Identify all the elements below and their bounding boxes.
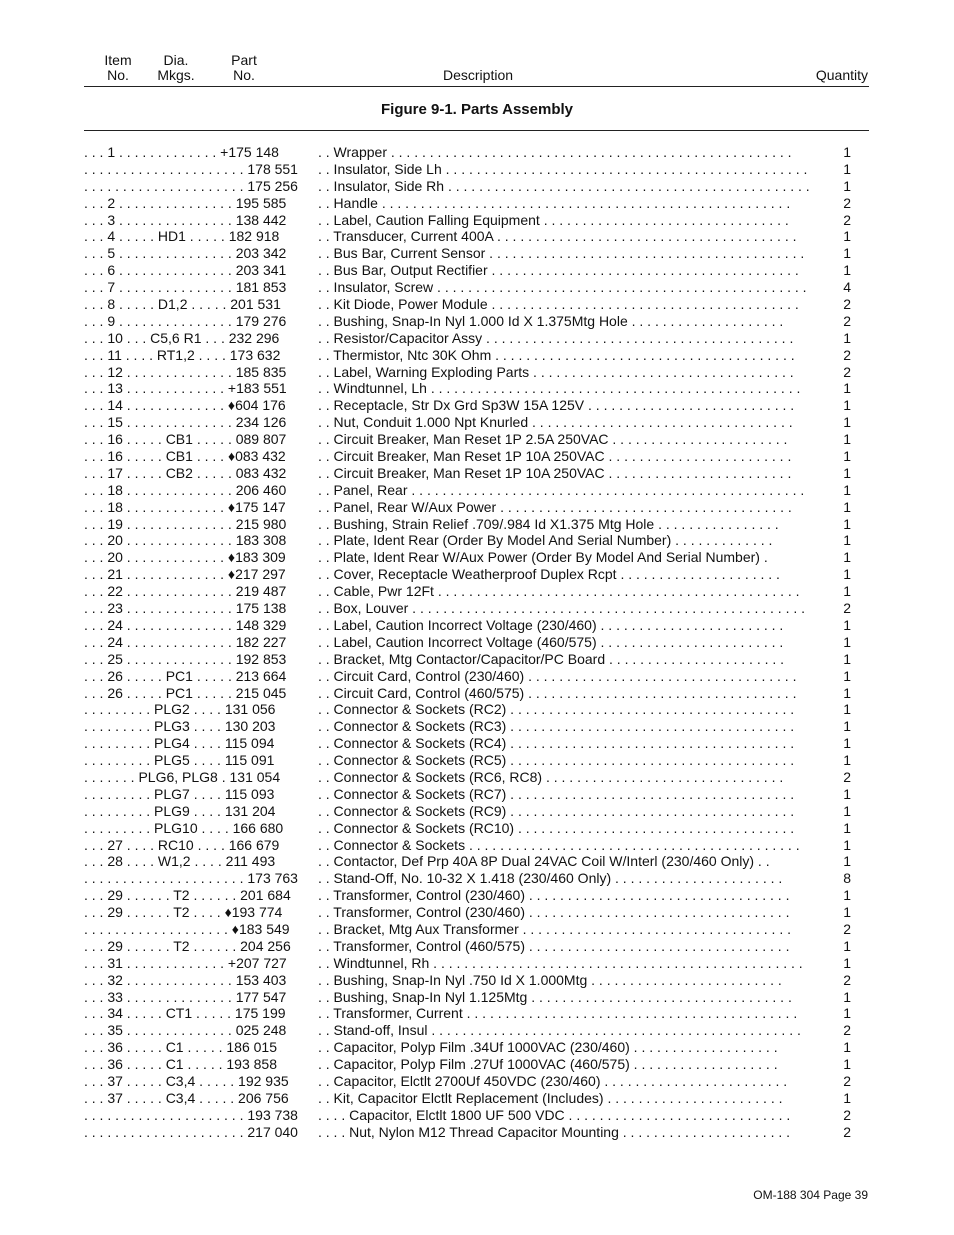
part-ref: . . . 17 . . . . . CB2 . . . . . 083 432 — [84, 464, 287, 481]
part-ref: . . . 29 . . . . . . T2 . . . . ♦193 774 — [84, 904, 283, 921]
part-ref: . . . 12 . . . . . . . . . . . . . . 185 835 — [84, 363, 287, 380]
parts-row — [84, 853, 869, 870]
part-ref: . . . . . . . . . . . . . . . . . . . . . 193 738 — [84, 1106, 298, 1123]
parts-row — [84, 347, 869, 364]
part-ref: . . . 13 . . . . . . . . . . . . . +183 551 — [84, 380, 287, 397]
part-description: . . . . Nut, Nylon M12 Thread Capacitor Mounting . . . . . . . . . . . . . . . . . . . . . . — [318, 1123, 791, 1140]
part-ref: . . . 4 . . . . . HD1 . . . . . 182 918 — [84, 228, 280, 245]
part-quantity: 1 — [836, 938, 851, 955]
part-description: . . Connector & Sockets (RC5) . . . . . . . . . . . . . . . . . . . . . . . . . . . . . . . . . . . . . — [318, 752, 795, 769]
parts-row — [84, 837, 869, 854]
parts-row — [84, 786, 869, 803]
part-quantity: 2 — [836, 195, 851, 212]
part-quantity: 1 — [836, 752, 851, 769]
part-ref: . . . . . . . PLG6, PLG8 . 131 054 — [84, 768, 281, 785]
part-description: . . Bracket, Mtg Contactor/Capacitor/PC Board . . . . . . . . . . . . . . . . . . . . . . . — [318, 650, 785, 667]
part-ref: . . . 24 . . . . . . . . . . . . . . 148 329 — [84, 616, 287, 633]
part-description: . . Bus Bar, Current Sensor . . . . . . . . . . . . . . . . . . . . . . . . . . . . . . . . . . . . . . . . . — [318, 245, 805, 262]
figure-title: Figure 9-1. Parts Assembly — [380, 101, 574, 118]
part-description: . . Stand-Off, No. 10-32 X 1.418 (230/460 Only) . . . . . . . . . . . . . . . . . . . . . . — [318, 870, 783, 887]
parts-row — [84, 955, 869, 972]
parts-row — [84, 195, 869, 212]
part-ref: . . . 8 . . . . . D1,2 . . . . . 201 531 — [84, 296, 281, 313]
parts-row — [84, 465, 869, 482]
part-quantity: 1 — [836, 989, 851, 1006]
header-description: Description — [442, 67, 514, 83]
part-quantity: 2 — [836, 921, 851, 938]
part-description: . . Contactor, Def Prp 40A 8P Dual 24VAC Coil W/Interl (230/460 Only) . . — [318, 853, 770, 870]
part-description: . . Circuit Breaker, Man Reset 1P 10A 250VAC . . . . . . . . . . . . . . . . . . . . . . . . — [318, 464, 792, 481]
parts-row — [84, 279, 869, 296]
part-description: . . Circuit Breaker, Man Reset 1P 2.5A 250VAC . . . . . . . . . . . . . . . . . . . . . . . — [318, 431, 788, 448]
part-description: . . Wrapper . . . . . . . . . . . . . . . . . . . . . . . . . . . . . . . . . . . . . . . . . . . . . . . . . . . . — [318, 144, 792, 160]
part-ref: . . . 36 . . . . . C1 . . . . . 193 858 — [84, 1056, 277, 1073]
parts-row — [84, 820, 869, 837]
part-quantity: 1 — [836, 499, 851, 516]
part-description: . . Resistor/Capacitor Assy . . . . . . . . . . . . . . . . . . . . . . . . . . . . . . . . . . . . . . . . — [318, 329, 794, 346]
part-quantity: 1 — [836, 583, 851, 600]
part-description: . . Plate, Ident Rear W/Aux Power (Order By Model And Serial Number) . — [318, 549, 768, 566]
part-description: . . Receptacle, Str Dx Grd Sp3W 15A 125V . . . . . . . . . . . . . . . . . . . . . . . . . . . — [318, 397, 795, 414]
part-ref: . . . 21 . . . . . . . . . . . . . ♦217 297 — [84, 566, 286, 583]
part-ref: . . . . . . . . . . . . . . . . . . . . . 178 551 — [84, 160, 298, 177]
header-item-no: Item No. — [104, 52, 132, 83]
part-quantity: 1 — [836, 262, 851, 279]
part-ref: . . . 37 . . . . . C3,4 . . . . . 206 756 — [84, 1089, 289, 1106]
part-ref: . . . 25 . . . . . . . . . . . . . . 192 853 — [84, 650, 287, 667]
part-description: . . Panel, Rear . . . . . . . . . . . . . . . . . . . . . . . . . . . . . . . . . . . . . . . . . . . . . . . . . . . — [318, 481, 805, 498]
parts-row — [84, 212, 869, 229]
part-quantity: 2 — [836, 972, 851, 989]
parts-row — [84, 1022, 869, 1039]
part-quantity: 1 — [836, 786, 851, 803]
part-description: . . Connector & Sockets (RC6, RC8) . . . . . . . . . . . . . . . . . . . . . . . . . . . . . . . — [318, 768, 784, 785]
part-ref: . . . . . . . . . PLG3 . . . . 130 203 — [84, 718, 276, 735]
part-description: . . Thermistor, Ntc 30K Ohm . . . . . . . . . . . . . . . . . . . . . . . . . . . . . . . . . . . . . . . — [318, 346, 795, 363]
part-quantity: 1 — [836, 904, 851, 921]
part-ref: . . . 37 . . . . . C3,4 . . . . . 192 935 — [84, 1072, 289, 1089]
parts-row — [84, 921, 869, 938]
part-quantity: 1 — [836, 651, 851, 668]
part-quantity: 1 — [836, 1056, 851, 1073]
part-quantity: 2 — [836, 347, 851, 364]
parts-row — [84, 380, 869, 397]
part-ref: . . . 19 . . . . . . . . . . . . . . 215 980 — [84, 515, 287, 532]
part-description: . . Bushing, Snap-In Nyl .750 Id X 1.000Mtg . . . . . . . . . . . . . . . . . . . . . . . . . — [318, 971, 782, 988]
part-quantity: 1 — [836, 397, 851, 414]
part-ref: . . . . . . . . . PLG10 . . . . 166 680 — [84, 819, 284, 836]
part-quantity: 1 — [836, 532, 851, 549]
part-quantity: 1 — [836, 803, 851, 820]
parts-row — [84, 938, 869, 955]
part-quantity: 1 — [836, 549, 851, 566]
part-ref: . . . 18 . . . . . . . . . . . . . . 206 460 — [84, 481, 287, 498]
part-ref: . . . 16 . . . . . CB1 . . . . ♦083 432 — [84, 448, 286, 465]
parts-row — [84, 1107, 869, 1124]
parts-row — [84, 870, 869, 887]
part-ref: . . . 28 . . . . W1,2 . . . . 211 493 — [84, 853, 276, 870]
part-ref: . . . 29 . . . . . . T2 . . . . . . 201 684 — [84, 887, 291, 904]
part-ref: . . . . . . . . . PLG9 . . . . 131 204 — [84, 802, 276, 819]
part-quantity: 1 — [836, 1039, 851, 1056]
part-ref: . . . 31 . . . . . . . . . . . . . +207 727 — [84, 954, 287, 971]
part-ref: . . . 20 . . . . . . . . . . . . . . 183 308 — [84, 532, 287, 549]
part-ref: . . . . . . . . . . . . . . . . . . . . . 173 763 — [84, 870, 298, 887]
part-quantity: 2 — [836, 313, 851, 330]
parts-row — [84, 803, 869, 820]
part-quantity: 1 — [836, 330, 851, 347]
part-description: . . Box, Louver . . . . . . . . . . . . . . . . . . . . . . . . . . . . . . . . . . . . . . . . . . . . . . . . . . . — [318, 600, 806, 617]
part-description: . . Connector & Sockets (RC7) . . . . . . . . . . . . . . . . . . . . . . . . . . . . . . . . . . . . . — [318, 785, 795, 802]
parts-row — [84, 904, 869, 921]
part-description: . . Insulator, Side Rh . . . . . . . . . . . . . . . . . . . . . . . . . . . . . . . . . . . . . . . . . . . . . . . — [318, 177, 810, 194]
part-ref: . . . . . . . . . PLG4 . . . . 115 094 — [84, 735, 275, 752]
parts-row — [84, 887, 869, 904]
parts-row — [84, 989, 869, 1006]
parts-row — [84, 549, 869, 566]
parts-row — [84, 668, 869, 685]
parts-row — [84, 245, 869, 262]
part-ref: . . . 9 . . . . . . . . . . . . . . . 179 276 — [84, 312, 287, 329]
part-ref: . . . . . . . . . . . . . . . . . . . . . 217 040 — [84, 1123, 298, 1140]
parts-row — [84, 516, 869, 533]
part-quantity: 2 — [836, 600, 851, 617]
part-quantity: 1 — [836, 1005, 851, 1022]
parts-row — [84, 634, 869, 651]
part-quantity: 1 — [836, 718, 851, 735]
part-quantity: 1 — [836, 228, 851, 245]
part-description: . . Circuit Card, Control (230/460) . . . . . . . . . . . . . . . . . . . . . . . . . . . . . . . . . . . — [318, 667, 797, 684]
part-quantity: 4 — [836, 279, 851, 296]
part-quantity: 1 — [836, 1090, 851, 1107]
part-description: . . Label, Caution Falling Equipment . . . . . . . . . . . . . . . . . . . . . . . . . . . . . . . . — [318, 211, 789, 228]
part-quantity: 8 — [836, 870, 851, 887]
part-ref: . . . 34 . . . . . CT1 . . . . . 175 199 — [84, 1005, 286, 1022]
parts-list — [84, 144, 869, 1141]
part-description: . . Insulator, Side Lh . . . . . . . . . . . . . . . . . . . . . . . . . . . . . . . . . . . . . . . . . . . . . . . — [318, 160, 808, 177]
part-quantity: 1 — [836, 735, 851, 752]
part-description: . . Circuit Card, Control (460/575) . . . . . . . . . . . . . . . . . . . . . . . . . . . . . . . . . . . — [318, 684, 797, 701]
part-description: . . Connector & Sockets (RC10) . . . . . . . . . . . . . . . . . . . . . . . . . . . . . . . . . . . . — [318, 819, 795, 836]
part-description: . . Capacitor, Polyp Film .27Uf 1000VAC (460/575) . . . . . . . . . . . . . . . . . . . — [318, 1056, 778, 1073]
part-quantity: 1 — [836, 465, 851, 482]
part-description: . . Bushing, Strain Relief .709/.984 Id X1.375 Mtg Hole . . . . . . . . . . . . . . . . — [318, 515, 779, 532]
part-description: . . Bus Bar, Output Rectifier . . . . . . . . . . . . . . . . . . . . . . . . . . . . . . . . . . . . . . . . — [318, 262, 799, 279]
parts-row — [84, 1073, 869, 1090]
part-quantity: 1 — [836, 634, 851, 651]
part-ref: . . . . . . . . . PLG5 . . . . 115 091 — [84, 752, 275, 769]
parts-row — [84, 583, 869, 600]
part-ref: . . . 18 . . . . . . . . . . . . . ♦175 147 — [84, 498, 286, 515]
part-ref: . . . 33 . . . . . . . . . . . . . . 177 547 — [84, 988, 287, 1005]
part-description: . . Transformer, Current . . . . . . . . . . . . . . . . . . . . . . . . . . . . . . . . . . . . . . . . . . . — [318, 1005, 798, 1022]
parts-row — [84, 617, 869, 634]
part-quantity: 1 — [836, 617, 851, 634]
parts-row — [84, 228, 869, 245]
part-ref: . . . . . . . . . . . . . . . . . . . ♦183 549 — [84, 920, 290, 937]
parts-row — [84, 482, 869, 499]
part-description: . . Cover, Receptacle Weatherproof Duplex Rcpt . . . . . . . . . . . . . . . . . . . . . — [318, 566, 780, 583]
part-ref: . . . . . . . . . PLG2 . . . . 131 056 — [84, 701, 276, 718]
part-ref: . . . 6 . . . . . . . . . . . . . . . 203 341 — [84, 262, 287, 279]
parts-row — [84, 1124, 869, 1141]
parts-row — [84, 1005, 869, 1022]
part-ref: . . . 1 . . . . . . . . . . . . . +175 148 — [84, 144, 279, 160]
part-ref: . . . 15 . . . . . . . . . . . . . . 234 126 — [84, 414, 287, 431]
part-description: . . Bushing, Snap-In Nyl 1.125Mtg . . . . . . . . . . . . . . . . . . . . . . . . . . . . . . . . . . — [318, 988, 792, 1005]
part-description: . . Panel, Rear W/Aux Power . . . . . . . . . . . . . . . . . . . . . . . . . . . . . . . . . . . . . . — [318, 498, 792, 515]
parts-row — [84, 178, 869, 195]
part-quantity: 2 — [836, 1073, 851, 1090]
part-ref: . . . 35 . . . . . . . . . . . . . . 025 248 — [84, 1022, 287, 1039]
part-ref: . . . 36 . . . . . C1 . . . . . 186 015 — [84, 1039, 277, 1056]
parts-row — [84, 1056, 869, 1073]
part-description: . . Bracket, Mtg Aux Transformer . . . . . . . . . . . . . . . . . . . . . . . . . . . . . . . . . . . — [318, 920, 792, 937]
part-quantity: 1 — [836, 245, 851, 262]
part-ref: . . . 7 . . . . . . . . . . . . . . . 181 853 — [84, 279, 287, 296]
part-description: . . Nut, Conduit 1.000 Npt Knurled . . . . . . . . . . . . . . . . . . . . . . . . . . . . . . . . . . — [318, 414, 793, 431]
part-quantity: 1 — [836, 516, 851, 533]
parts-row — [84, 769, 869, 786]
parts-row — [84, 161, 869, 178]
part-description: . . Plate, Ident Rear (Order By Model And Serial Number) . . . . . . . . . . . . . — [318, 532, 773, 549]
header-quantity: Quantity — [815, 67, 868, 83]
part-ref: . . . 2 . . . . . . . . . . . . . . . 195 585 — [84, 194, 287, 211]
parts-row — [84, 752, 869, 769]
part-quantity: 1 — [836, 414, 851, 431]
parts-row — [84, 431, 869, 448]
parts-row — [84, 600, 869, 617]
part-ref: . . . 10 . . . C5,6 R1 . . . 232 296 — [84, 329, 280, 346]
part-ref: . . . 26 . . . . . PC1 . . . . . 215 045 — [84, 684, 287, 701]
part-description: . . Windtunnel, Rh . . . . . . . . . . . . . . . . . . . . . . . . . . . . . . . . . . . . . . . . . . . . . . . . — [318, 954, 803, 971]
header-divider — [84, 86, 869, 87]
figure-divider — [84, 130, 869, 131]
part-quantity: 1 — [836, 178, 851, 195]
part-ref: . . . 16 . . . . . CB1 . . . . . 089 807 — [84, 431, 287, 448]
parts-row — [84, 499, 869, 516]
parts-row — [84, 414, 869, 431]
part-ref: . . . . . . . . . PLG7 . . . . 115 093 — [84, 785, 275, 802]
part-ref: . . . 26 . . . . . PC1 . . . . . 213 664 — [84, 667, 287, 684]
part-quantity: 1 — [836, 380, 851, 397]
part-quantity: 1 — [836, 701, 851, 718]
part-description: . . Kit Diode, Power Module . . . . . . . . . . . . . . . . . . . . . . . . . . . . . . . . . . . . . . . . — [318, 296, 799, 313]
part-ref: . . . 20 . . . . . . . . . . . . . ♦183 309 — [84, 549, 286, 566]
parts-row — [84, 364, 869, 381]
part-quantity: 2 — [836, 296, 851, 313]
parts-row — [84, 448, 869, 465]
parts-row — [84, 262, 869, 279]
part-description: . . Insulator, Screw . . . . . . . . . . . . . . . . . . . . . . . . . . . . . . . . . . . . . . . . . . . . . . . . — [318, 279, 807, 296]
part-quantity: 1 — [836, 566, 851, 583]
parts-row — [84, 701, 869, 718]
part-description: . . Connector & Sockets (RC4) . . . . . . . . . . . . . . . . . . . . . . . . . . . . . . . . . . . . . — [318, 735, 795, 752]
parts-row — [84, 735, 869, 752]
part-description: . . Handle . . . . . . . . . . . . . . . . . . . . . . . . . . . . . . . . . . . . . . . . . . . . . . . . . . . . . — [318, 194, 791, 211]
part-description: . . Transformer, Control (230/460) . . . . . . . . . . . . . . . . . . . . . . . . . . . . . . . . . . — [318, 887, 790, 904]
part-description: . . Label, Caution Incorrect Voltage (460/575) . . . . . . . . . . . . . . . . . . . . . . . . — [318, 633, 784, 650]
part-ref: . . . 32 . . . . . . . . . . . . . . 153 403 — [84, 971, 287, 988]
parts-row — [84, 296, 869, 313]
part-quantity: 2 — [836, 1107, 851, 1124]
part-description: . . Windtunnel, Lh . . . . . . . . . . . . . . . . . . . . . . . . . . . . . . . . . . . . . . . . . . . . . . . . — [318, 380, 801, 397]
parts-row — [84, 532, 869, 549]
part-quantity: 2 — [836, 769, 851, 786]
part-ref: . . . 22 . . . . . . . . . . . . . . 219 487 — [84, 583, 287, 600]
header-dia-mkgs: Dia. Mkgs. — [157, 52, 195, 83]
parts-row — [84, 144, 869, 161]
parts-row — [84, 313, 869, 330]
part-description: . . . . Capacitor, Elctlt 1800 UF 500 VDC . . . . . . . . . . . . . . . . . . . . . . . . . . . . . — [318, 1106, 791, 1123]
part-quantity: 1 — [836, 820, 851, 837]
part-ref: . . . 23 . . . . . . . . . . . . . . 175 138 — [84, 600, 287, 617]
parts-row — [84, 566, 869, 583]
part-quantity: 1 — [836, 853, 851, 870]
part-description: . . Bushing, Snap-In Nyl 1.000 Id X 1.375Mtg Hole . . . . . . . . . . . . . . . . . . . . — [318, 312, 784, 329]
parts-row — [84, 1090, 869, 1107]
part-quantity: 1 — [836, 685, 851, 702]
parts-row — [84, 1039, 869, 1056]
part-quantity: 1 — [836, 887, 851, 904]
part-description: . . Kit, Capacitor Elctlt Replacement (Includes) . . . . . . . . . . . . . . . . . . . . . . . — [318, 1089, 783, 1106]
part-quantity: 1 — [836, 431, 851, 448]
part-ref: . . . 24 . . . . . . . . . . . . . . 182 227 — [84, 633, 287, 650]
part-description: . . Connector & Sockets (RC2) . . . . . . . . . . . . . . . . . . . . . . . . . . . . . . . . . . . . . — [318, 701, 795, 718]
part-ref: . . . 14 . . . . . . . . . . . . . ♦604 176 — [84, 397, 286, 414]
part-quantity: 2 — [836, 1124, 851, 1141]
part-ref: . . . 27 . . . . RC10 . . . . 166 679 — [84, 836, 280, 853]
part-quantity: 1 — [836, 668, 851, 685]
part-ref: . . . . . . . . . . . . . . . . . . . . . 175 256 — [84, 177, 298, 194]
page-footer: OM-188 304 Page 39 — [753, 1188, 868, 1202]
parts-row — [84, 718, 869, 735]
part-description: . . Label, Caution Incorrect Voltage (230/460) . . . . . . . . . . . . . . . . . . . . . . . . — [318, 616, 784, 633]
parts-row — [84, 330, 869, 347]
part-quantity: 2 — [836, 1022, 851, 1039]
part-ref: . . . 29 . . . . . . T2 . . . . . . 204 256 — [84, 937, 291, 954]
header-part-no: Part No. — [231, 52, 257, 83]
part-description: . . Transducer, Current 400A . . . . . . . . . . . . . . . . . . . . . . . . . . . . . . . . . . . . . . . — [318, 228, 797, 245]
parts-row — [84, 685, 869, 702]
part-description: . . Capacitor, Polyp Film .34Uf 1000VAC (230/460) . . . . . . . . . . . . . . . . . . . — [318, 1039, 778, 1056]
part-description: . . Connector & Sockets (RC9) . . . . . . . . . . . . . . . . . . . . . . . . . . . . . . . . . . . . . — [318, 802, 795, 819]
part-ref: . . . 3 . . . . . . . . . . . . . . . 138 442 — [84, 211, 287, 228]
part-quantity: 1 — [836, 144, 851, 161]
part-description: . . Cable, Pwr 12Ft . . . . . . . . . . . . . . . . . . . . . . . . . . . . . . . . . . . . . . . . . . . . . . . — [318, 583, 800, 600]
parts-row — [84, 397, 869, 414]
part-quantity: 2 — [836, 212, 851, 229]
part-quantity: 1 — [836, 161, 851, 178]
part-quantity: 2 — [836, 364, 851, 381]
part-description: . . Connector & Sockets . . . . . . . . . . . . . . . . . . . . . . . . . . . . . . . . . . . . . . . . . . . — [318, 836, 800, 853]
part-ref: . . . 11 . . . . RT1,2 . . . . 173 632 — [84, 346, 281, 363]
part-description: . . Label, Warning Exploding Parts . . . . . . . . . . . . . . . . . . . . . . . . . . . . . . . . . . — [318, 363, 794, 380]
parts-row — [84, 972, 869, 989]
part-description: . . Circuit Breaker, Man Reset 1P 10A 250VAC . . . . . . . . . . . . . . . . . . . . . . . . — [318, 448, 792, 465]
part-description: . . Connector & Sockets (RC3) . . . . . . . . . . . . . . . . . . . . . . . . . . . . . . . . . . . . . — [318, 718, 795, 735]
part-description: . . Transformer, Control (460/575) . . . . . . . . . . . . . . . . . . . . . . . . . . . . . . . . . . — [318, 937, 790, 954]
part-quantity: 1 — [836, 837, 851, 854]
part-ref: . . . 5 . . . . . . . . . . . . . . . 203 342 — [84, 245, 287, 262]
part-description: . . Stand-off, Insul . . . . . . . . . . . . . . . . . . . . . . . . . . . . . . . . . . . . . . . . . . . . . . . . — [318, 1022, 801, 1039]
parts-row — [84, 651, 869, 668]
part-description: . . Capacitor, Elctlt 2700Uf 450VDC (230/460) . . . . . . . . . . . . . . . . . . . . . . . . — [318, 1072, 788, 1089]
part-quantity: 1 — [836, 448, 851, 465]
part-quantity: 1 — [836, 955, 851, 972]
part-description: . . Transformer, Control (230/460) . . . . . . . . . . . . . . . . . . . . . . . . . . . . . . . . . . — [318, 904, 790, 921]
part-quantity: 1 — [836, 482, 851, 499]
